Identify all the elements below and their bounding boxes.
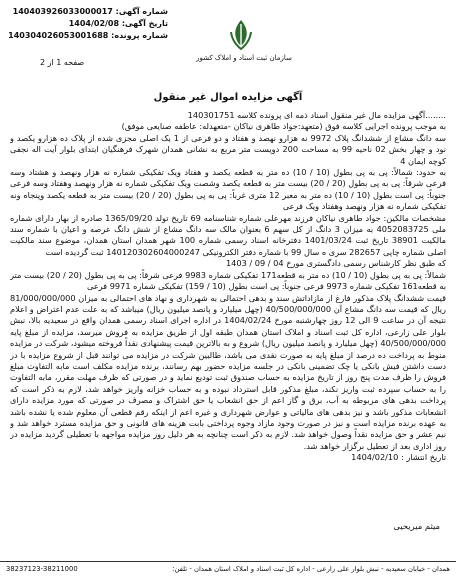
body-paragraph: مشخصات مالکین: جواد طاهری نیاکان فرزند مهرعلی شماره شناسنامه 69 تاریخ تولد 1365/09/20 صادره از بهار دارای شماره ملی 4052083725 به میزان 3 دانگ از کل سهم 6 بعنوان مالک سه دانگ مشاع از شش دانگ عرصه و اعیان با شماره سند مالکیت 38901 تاریخ ثبت 1401/03/24 دفترخانه اسناد رسمی شماره 100 شهر همدان استان همدان، موضوع سند مالکیت اصلی شماره چاپی 282657 سری ه سال 99 با شماره دفتر الکترونیکی 140120302604000247 ثبت گردیده است — [10, 212, 446, 257]
ad-number: 140403926033000017 — [12, 7, 113, 16]
ad-number-row — [8, 6, 168, 18]
ad-date-row — [8, 18, 168, 30]
document-body — [10, 110, 446, 505]
body-paragraph: ........آگهی مزایده مال غیر منقول اسناد ذمه ای پرونده کلاسه 140301751 — [187, 110, 446, 120]
body-paragraph: قیمت ششدانگ پلاک مذکور فارغ از مازاداتش سند و بدهی احتمالی به شهرداری و نهاد های احتمالی به میزان 81/000/000/000 ریال که قیمت سه دانگ مشاع آن 40/500/000/000 (چهل میلیارد و پانصد میلیون ریال) میباشد که به علت عدم اعتراض و اعلام نتیجه آن در ساعت 9 الی 12 روز چهارشنبه مورخ 1404/02/24 در اداره اجرای اسناد رسمی همدان واقع در سعیدیه بالا، نبش بلوار علی زارعی، اداره کل ثبت اسناد و املاک استان همدان طبقه اول از طریق مزایده به فروش میرسد، مزایده از مبلغ پایه 40/500/000/000 (چهل میلیارد و پانصد میلیون ریال) شروع و به بالاترین قیمت پیشنهادی نقداً فروخته میشود، شرکت در مزایده منوط به پرداخت ده درصد از مبلغ پایه به صورت نقدی می باشد، طالبین شرکت در مزایده می توانند قبل از شروع مزایده با در دست داشتن فیش بانکی یا چک تضمینی بانکی در جلسه مزایده حضور بهم رسانند، برنده مزایده مکلف است مابه التفاوت مبلغ فروش را ظرف مدت پنج روز از تاریخ مزایده به حساب صندوق ثبت تودیع نماید و در صورتی که ظرف مهلت مقرر، مابه التفاوت را به حساب سپرده ثبت واریز نکند، مبلغ مذکور قابل استرداد نبوده و به حساب خزانه واریز خواهد شد، لازم به ذکر است که پرداخت بدهی های مربوطه به آب، برق و گاز اعم از حق انشعاب یا حق اشتراک و مصرف در صورتی که مورد مزایده دارای انشعابات مذکور باشد و نیز بدهی های مالیاتی و عوارض شهرداری و غیره اعم از اینکه رقم قطعی آن معلوم شده یا نشده باشد به عهده برنده مزایده است و نیز در صورت وجود مازاد وجوه پرداختی بابت هزینه های قانونی و حق مزایده مسترد خواهد شد و نیم عشر و حق مزایده نقداً وصول خواهد شد. لازم به ذکر است چنانچه به هر دلیل روز مزایده مواجهه با تعطیلی گردید مزایده در روز اداری بعد از تعطیل برگزار خواهد شد. — [10, 292, 446, 451]
case-number-row — [8, 30, 168, 42]
ad-date-label: تاریخ آگهی: — [121, 19, 168, 28]
body-paragraph: شمالاً: پی به پی بطول (10 / 10) ده متر به قطعه171 تفکیکی شماره 9983 فرعی شرقاً: پی به پی بطول (20 / 20) بیست متر به قطعه161 تفکیکی شماره 9973 فرعی جنوباً: پی است بطول (10 / 159) تفکیکی شماره 9971 فرعی — [10, 269, 446, 292]
footer-address: همدان - خیابان سعیدیه - نبش بلوار علی زارعی - اداره کل ثبت اسناد و املاک استان همدان - تلفن: — [172, 565, 450, 573]
case-number: 140304026053001688 — [8, 31, 109, 40]
body-paragraph: که طبق نظر کارشناس رسمی دادگستری مورخ 04 / 09 / 1403 — [225, 258, 446, 269]
ad-date: 1404/02/08 — [68, 19, 120, 28]
footer — [0, 561, 456, 577]
body-paragraph: به موجب پرونده اجرایی کلاسه فوق (متعهد:جواد طاهری نیاکان -متعهدله: عاطفه صنایعی موفق) — [121, 121, 446, 132]
iran-emblem-icon — [228, 18, 254, 52]
case-number-label: شماره پرونده: — [111, 31, 168, 40]
signature — [240, 520, 440, 532]
footer-phone: 38237123-38211000 — [6, 565, 78, 573]
ad-meta — [8, 6, 168, 42]
document-title: آگهی مزایده اموال غیر منقول — [153, 92, 303, 103]
body-paragraph: سه دانگ مشاع از ششدانگ پلاک 9972 نه هزارو نهصد و هفتاد و دو فرعی از 1 یک اصلی مجزی شده از پلاک ده هزارو یکصد و نود و چهار بخش 02 ناحیه 99 به مساحت 200 دویست متر مربع به نشانی همدان شهرک فرهنگیان ابتدای بلوار آیت اله نجفی کوچه ایمان 4 — [10, 132, 446, 166]
page-number: صفحه 1 از 2 — [40, 58, 85, 67]
org-name: سازمان ثبت اسناد و املاک کشور — [196, 54, 292, 62]
ad-number-label: شماره آگهی: — [115, 7, 168, 16]
publish-date: تاریخ انتشار : 1404/02/10 — [351, 452, 446, 463]
signer-name: میثم میریحیی — [393, 521, 440, 531]
body-paragraph: به حدود: شمالاً: پی به پی بطول (10 / 10) ده متر به قطعه یکصد و هفتاد ویک تفکیکی شماره نه هزار ونهصد و هشتاد وسه فرعی شرقاً: پی به پی بطول (20 / 20) بیست متر به قطعه یکصد وشصت ویک تفکیکی شماره نه هزار ونهصد وهفتاد وسه فرعی جنوباً: پی است بطول (10 / 10) ده متر به معبر 12 متری غرباً: پی به پی بطول (20 / 20) بیست متر به قطعه یکصد وپنجاه ونه تفکیکی شماره نه هزار ونهصد وهفتاد ویک فرعی — [10, 167, 446, 212]
